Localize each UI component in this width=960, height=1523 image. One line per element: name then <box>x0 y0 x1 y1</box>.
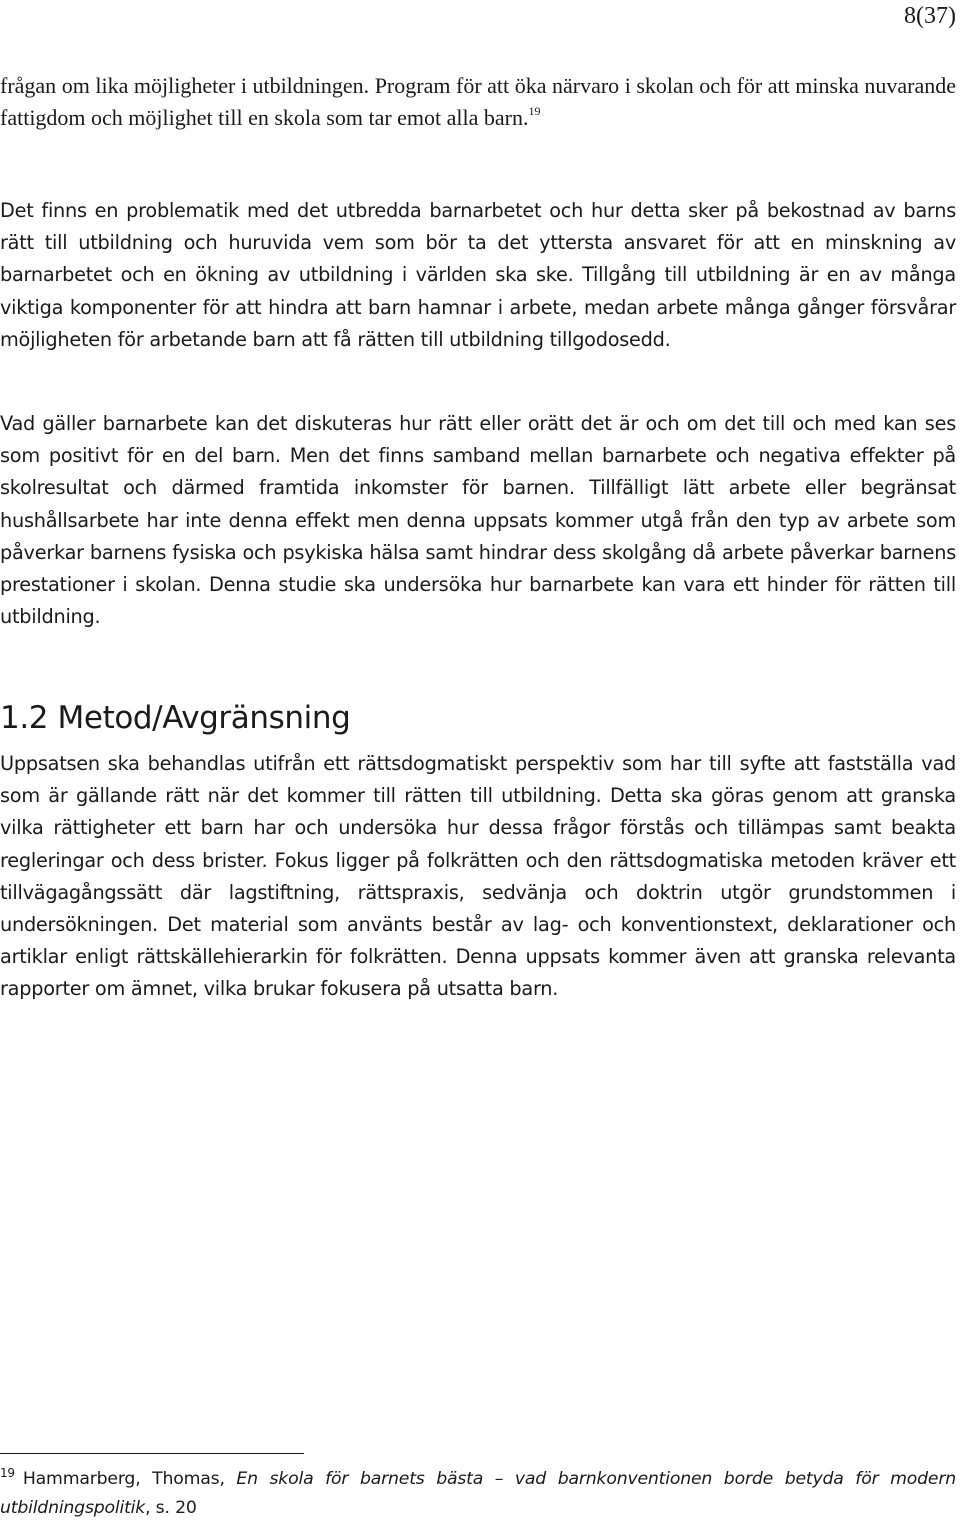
paragraph-3: Vad gäller barnarbete kan det diskuteras hur rätt eller orätt det är och om det till och med kan ses som positivt för en del barn. Men det finns samband mellan barnarbete och negativa effekter på skolresultat och därmed framtida inkomster för barnen. Tillfälligt lätt arbete eller begränsat hushållsarbete har inte denna effekt men denna uppsats kommer utgå från den typ av arbete som påverkar barnens fysiska och psykiska hälsa samt hindrar dess skolgång då arbete påverkar barnens prestationer i skolan. Denna studie ska undersöka hur barnarbete kan vara ett hinder för rätten till utbildning. <box>0 412 956 629</box>
footnote-mark: 19 <box>0 1466 15 1481</box>
paragraph-2: Det finns en problematik med det utbredda barnarbetet och hur detta sker på bekostnad av barns rätt till utbildning och huruvida vem som bör ta det yttersta ansvaret för att en minskning av barnarbetet och en ökning av utbildning i världen ska ske. Tillgång till utbildning är en av många viktiga komponenter för att hindra att barn hamnar i arbete, medan arbete många gånger försvårar möjligheten för arbetande barn att få rätten till utbildning tillgodosedd. <box>0 199 956 351</box>
section-heading: 1.2 Metod/Avgränsning <box>0 700 351 736</box>
footnote-reference: 19 <box>528 103 541 118</box>
footnote-separator <box>0 1453 304 1454</box>
paragraph-1 <box>0 70 956 134</box>
page-number: 8(37) <box>904 3 956 29</box>
footnote <box>0 1465 956 1523</box>
paragraph-1-text: frågan om lika möjligheter i utbildningen. Program för att öka närvaro i skolan och för att minska nuvarande fattigdom och möjlighet till en skola som tar emot alla barn. <box>0 73 956 131</box>
footnote-author: Hammarberg, Thomas, <box>22 1469 237 1489</box>
paragraph-4: Uppsatsen ska behandlas utifrån ett rättsdogmatiskt perspektiv som har till syfte att fastställa vad som är gällande rätt när det kommer till rätten till utbildning. Detta ska göras genom att granska vilka rättigheter ett barn har och undersöka hur dessa frågor förstås och tillämpas samt beakta regleringar och dess brister. Fokus ligger på folkrätten och den rättsdogmatiska metoden kräver ett tillvägagångssätt där lagstiftning, rättspraxis, sedvänja och doktrin utgör grundstommen i undersökningen. Det material som använts består av lag- och konventionstext, deklarationer och artiklar enligt rättskällehierarkin för folkrätten. Denna uppsats kommer även att granska relevanta rapporter om ämnet, vilka brukar fokusera på utsatta barn. <box>0 752 956 1001</box>
footnote-pages: , s. 20 <box>145 1498 197 1518</box>
footnote-title: En skola för barnets bästa – vad barnkonventionen borde betyda för modern utbildningspolitik <box>0 1469 956 1518</box>
